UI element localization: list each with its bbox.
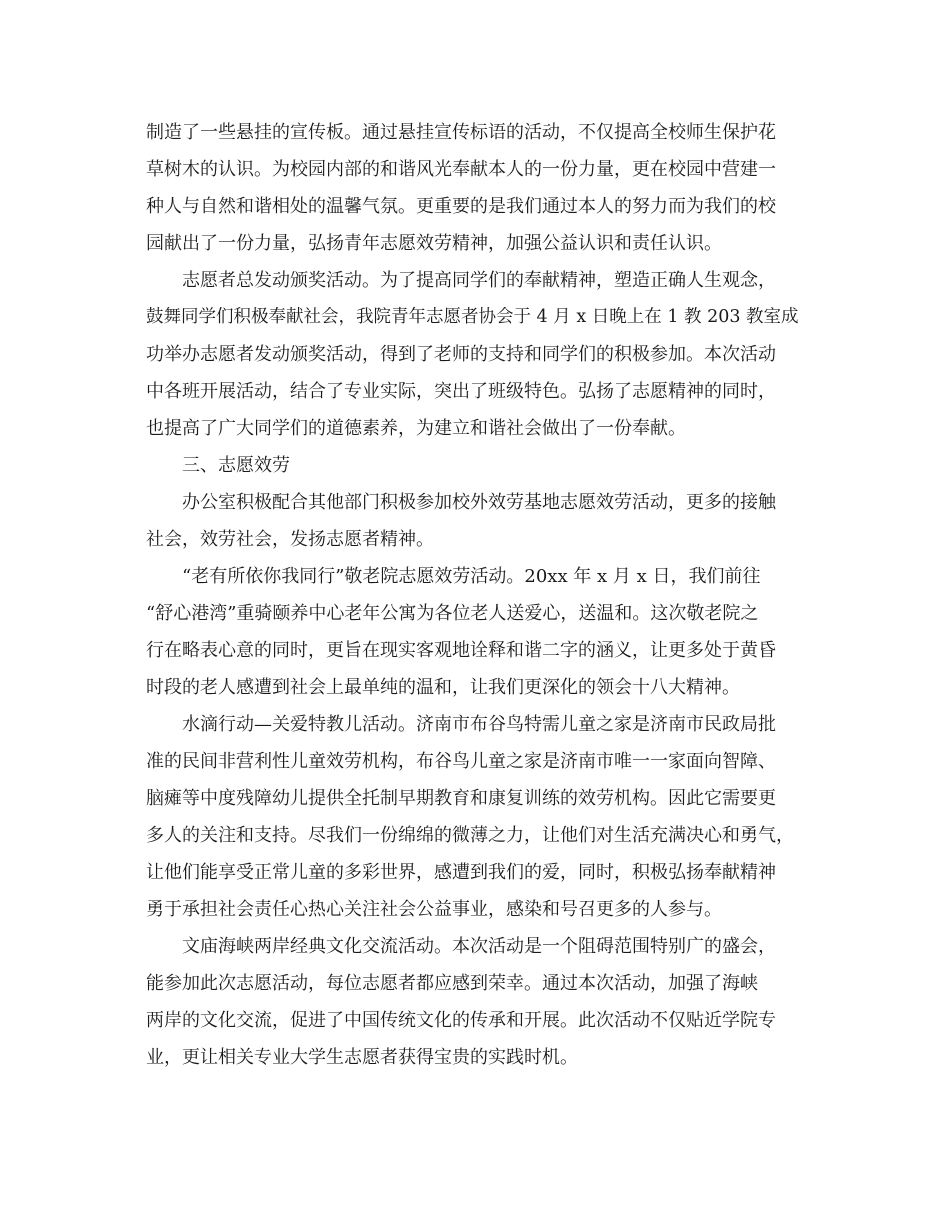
text-line: 文庙海峡两岸经典文化交流活动。本次活动是一个阻碍范围特别广的盛会， — [182, 936, 776, 957]
document-page — [146, 114, 810, 1076]
text-line: 鼓舞同学们积极奉献社会，我院青年志愿者协会于 4 月 x 日晚上在 1 教 203 教室成 — [146, 307, 799, 327]
text-line: 园献出了一份力量，弘扬青年志愿效劳精神，加强公益认识和责任认识。 — [146, 233, 722, 254]
text-line: 功举办志愿者发动颁奖活动，得到了老师的支持和同学们的积极参加。本次活动 — [146, 344, 776, 365]
text-line: 能参加此次志愿活动，每位志愿者都应感到荣幸。通过本次活动，加强了海峡 — [146, 973, 758, 994]
text-line: 勇于承担社会责任心热心关注社会公益事业，感染和号召更多的人参与。 — [146, 899, 722, 920]
text-line: “舒心港湾”重骑颐养中心老年公寓为各位老人送爱心，送温和。这次敬老院之 — [146, 603, 759, 624]
text-line: 社会，效劳社会，发扬志愿者精神。 — [146, 529, 434, 550]
text-line: 行在略表心意的同时，更旨在现实客观地诠释和谐二字的涵义，让更多处于黄昏 — [146, 640, 776, 661]
text-line: 办公室积极配合其他部门积极参加校外效劳基地志愿效劳活动，更多的接触 — [182, 492, 776, 513]
text-line: 业，更让相关专业大学生志愿者获得宝贵的实践时机。 — [146, 1047, 578, 1068]
text-line: 脑瘫等中度残障幼儿提供全托制早期教育和康复训练的效劳机构。因此它需要更 — [146, 788, 776, 809]
text-line: 种人与自然和谐相处的温馨气氛。更重要的是我们通过本人的努力而为我们的校 — [146, 196, 776, 217]
text-line: 两岸的文化交流，促进了中国传统文化的传承和开展。此次活动不仅贴近学院专 — [146, 1010, 776, 1031]
text-line: 也提高了广大同学们的道德素养，为建立和谐社会做出了一份奉献。 — [146, 418, 686, 439]
text-line: 让他们能享受正常儿童的多彩世界，感遭到我们的爱，同时，积极弘扬奉献精神 — [146, 862, 776, 883]
text-line: 中各班开展活动，结合了专业实际，突出了班级特色。弘扬了志愿精神的同时， — [146, 381, 776, 402]
text-line: 三、志愿效劳 — [182, 455, 290, 476]
text-line: 时段的老人感遭到社会上最单纯的温和，让我们更深化的领会十八大精神。 — [146, 677, 740, 698]
text-line: “老有所依你我同行”敬老院志愿效劳活动。20xx 年 x 月 x 日，我们前往 — [182, 566, 761, 587]
text-line: 多人的关注和支持。尽我们一份绵绵的微薄之力，让他们对生活充满决心和勇气， — [146, 825, 794, 846]
text-line: 草树木的认识。为校园内部的和谐风光奉献本人的一份力量，更在校园中营建一 — [146, 159, 776, 180]
text-line: 水滴行动—关爱特教儿活动。济南市布谷鸟特需儿童之家是济南市民政局批 — [182, 714, 776, 735]
text-line: 志愿者总发动颁奖活动。为了提高同学们的奉献精神，塑造正确人生观念， — [182, 270, 776, 291]
text-line: 准的民间非营利性儿童效劳机构，布谷鸟儿童之家是济南市唯一一家面向智障、 — [146, 751, 776, 772]
text-line: 制造了一些悬挂的宣传板。通过悬挂宣传标语的活动，不仅提高全校师生保护花 — [146, 122, 776, 143]
